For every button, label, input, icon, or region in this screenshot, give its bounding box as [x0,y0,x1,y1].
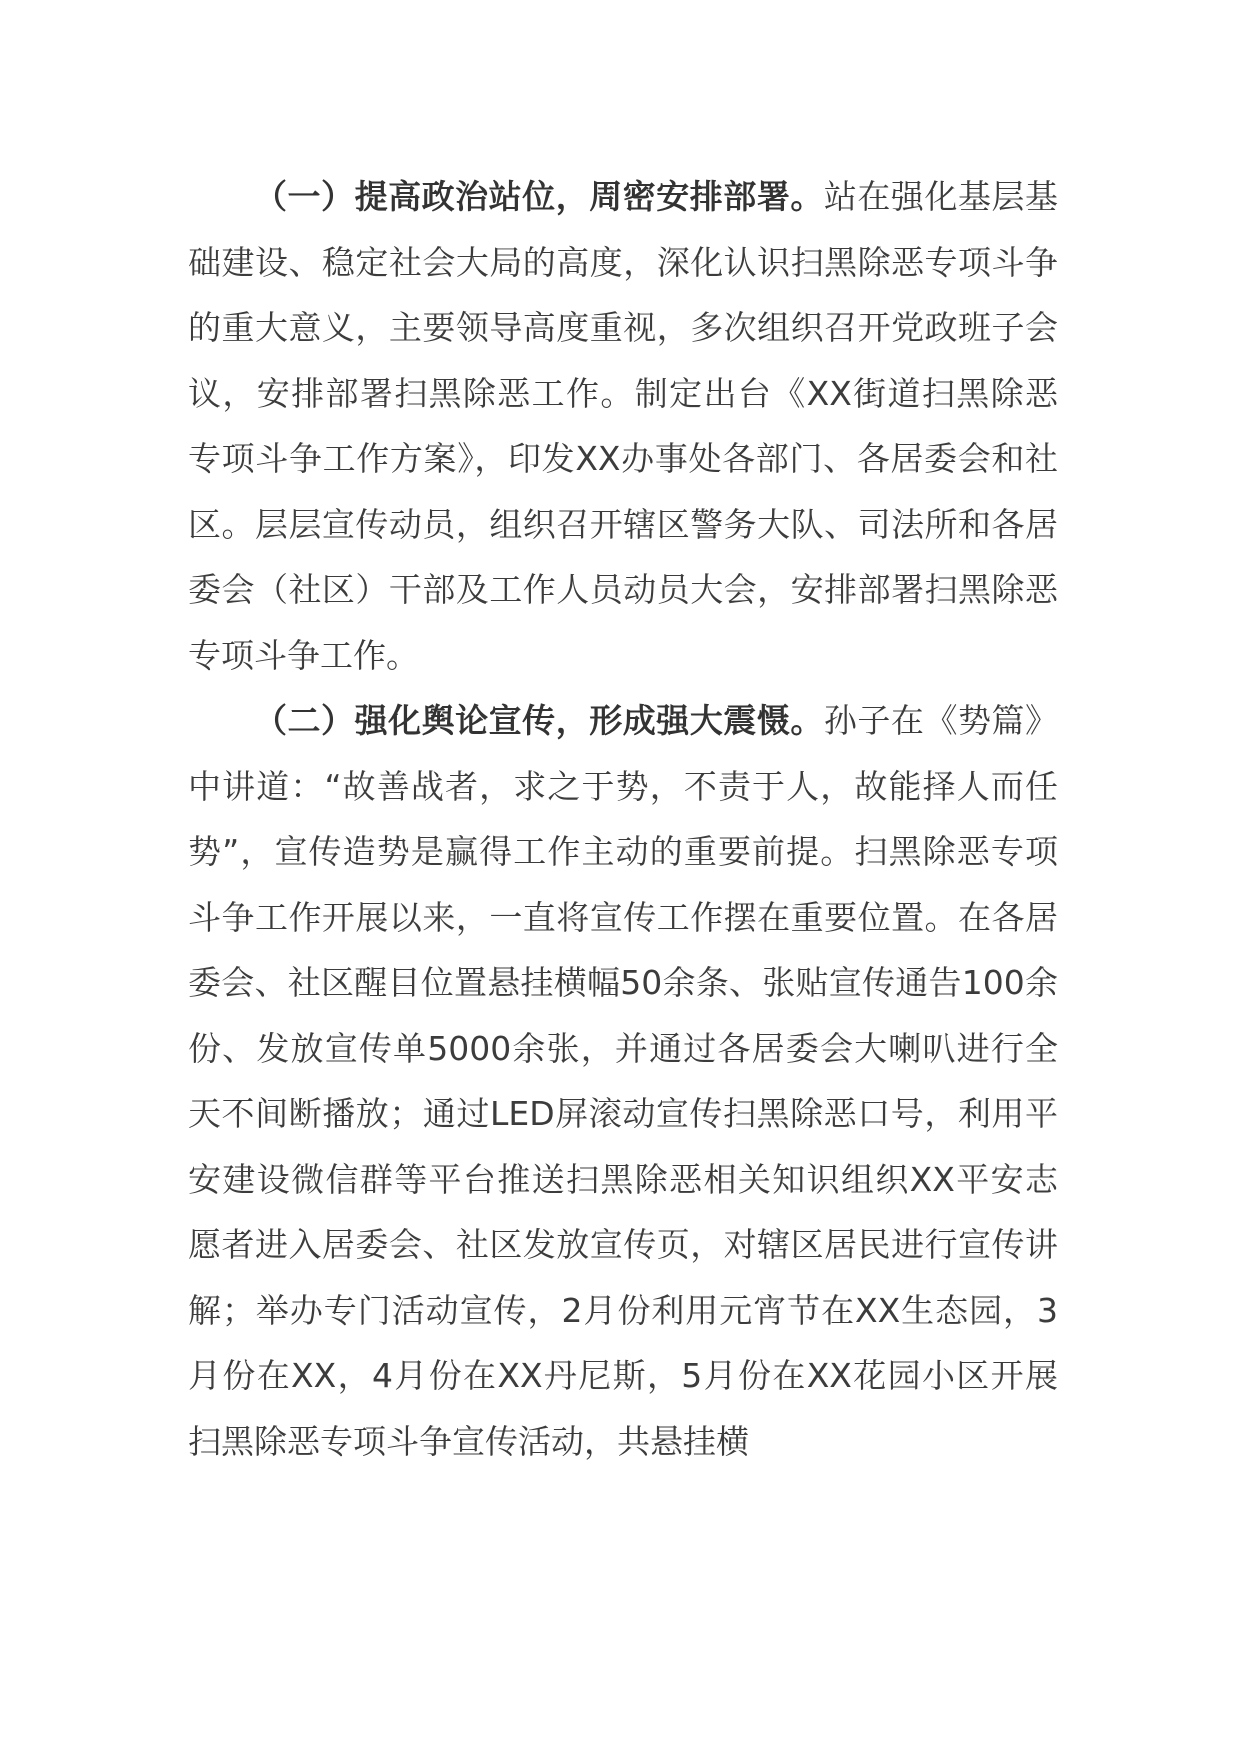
section-heading-1: （一）提高政治站位，周密安排部署。 [254,177,824,216]
section-heading-2: （二）强化舆论宣传，形成强大震慑。 [254,701,824,740]
section-body-1: 站在强化基层基础建设、稳定社会大局的高度，深化认识扫黑除恶专项斗争的重大意义，主要领导高度重视，多次组织召开党政班子会议，安排部署扫黑除恶工作。制定出台《XX街道扫黑除恶专项斗争工作方案》，印发XX办事处各部门、各居委会和社区。层层宣传动员，组织召开辖区警务大队、司法所和各居委会（社区）干部及工作人员动员大会，安排部署扫黑除恶专项斗争工作。 [188,177,1059,675]
paragraph-section-2 [188,688,1058,1474]
document-body [188,164,1058,1474]
paragraph-section-1 [188,164,1058,688]
section-body-2: 孙子在《势篇》中讲道：“故善战者，求之于势，不责于人，故能择人而任势”，宣传造势是赢得工作主动的重要前提。扫黑除恶专项斗争工作开展以来，一直将宣传工作摆在重要位置。在各居委会、社区醒目位置悬挂横幅50余条、张贴宣传通告100余份、发放宣传单5000余张，并通过各居委会大喇叭进行全天不间断播放；通过LED屏滚动宣传扫黑除恶口号，利用平安建设微信群等平台推送扫黑除恶相关知识组织XX平安志愿者进入居委会、社区发放宣传页，对辖区居民进行宣传讲解；举办专门活动宣传，2月份利用元宵节在XX生态园，3月份在XX，4月份在XX丹尼斯，5月份在XX花园小区开展扫黑除恶专项斗争宣传活动，共悬挂横 [188,701,1059,1461]
